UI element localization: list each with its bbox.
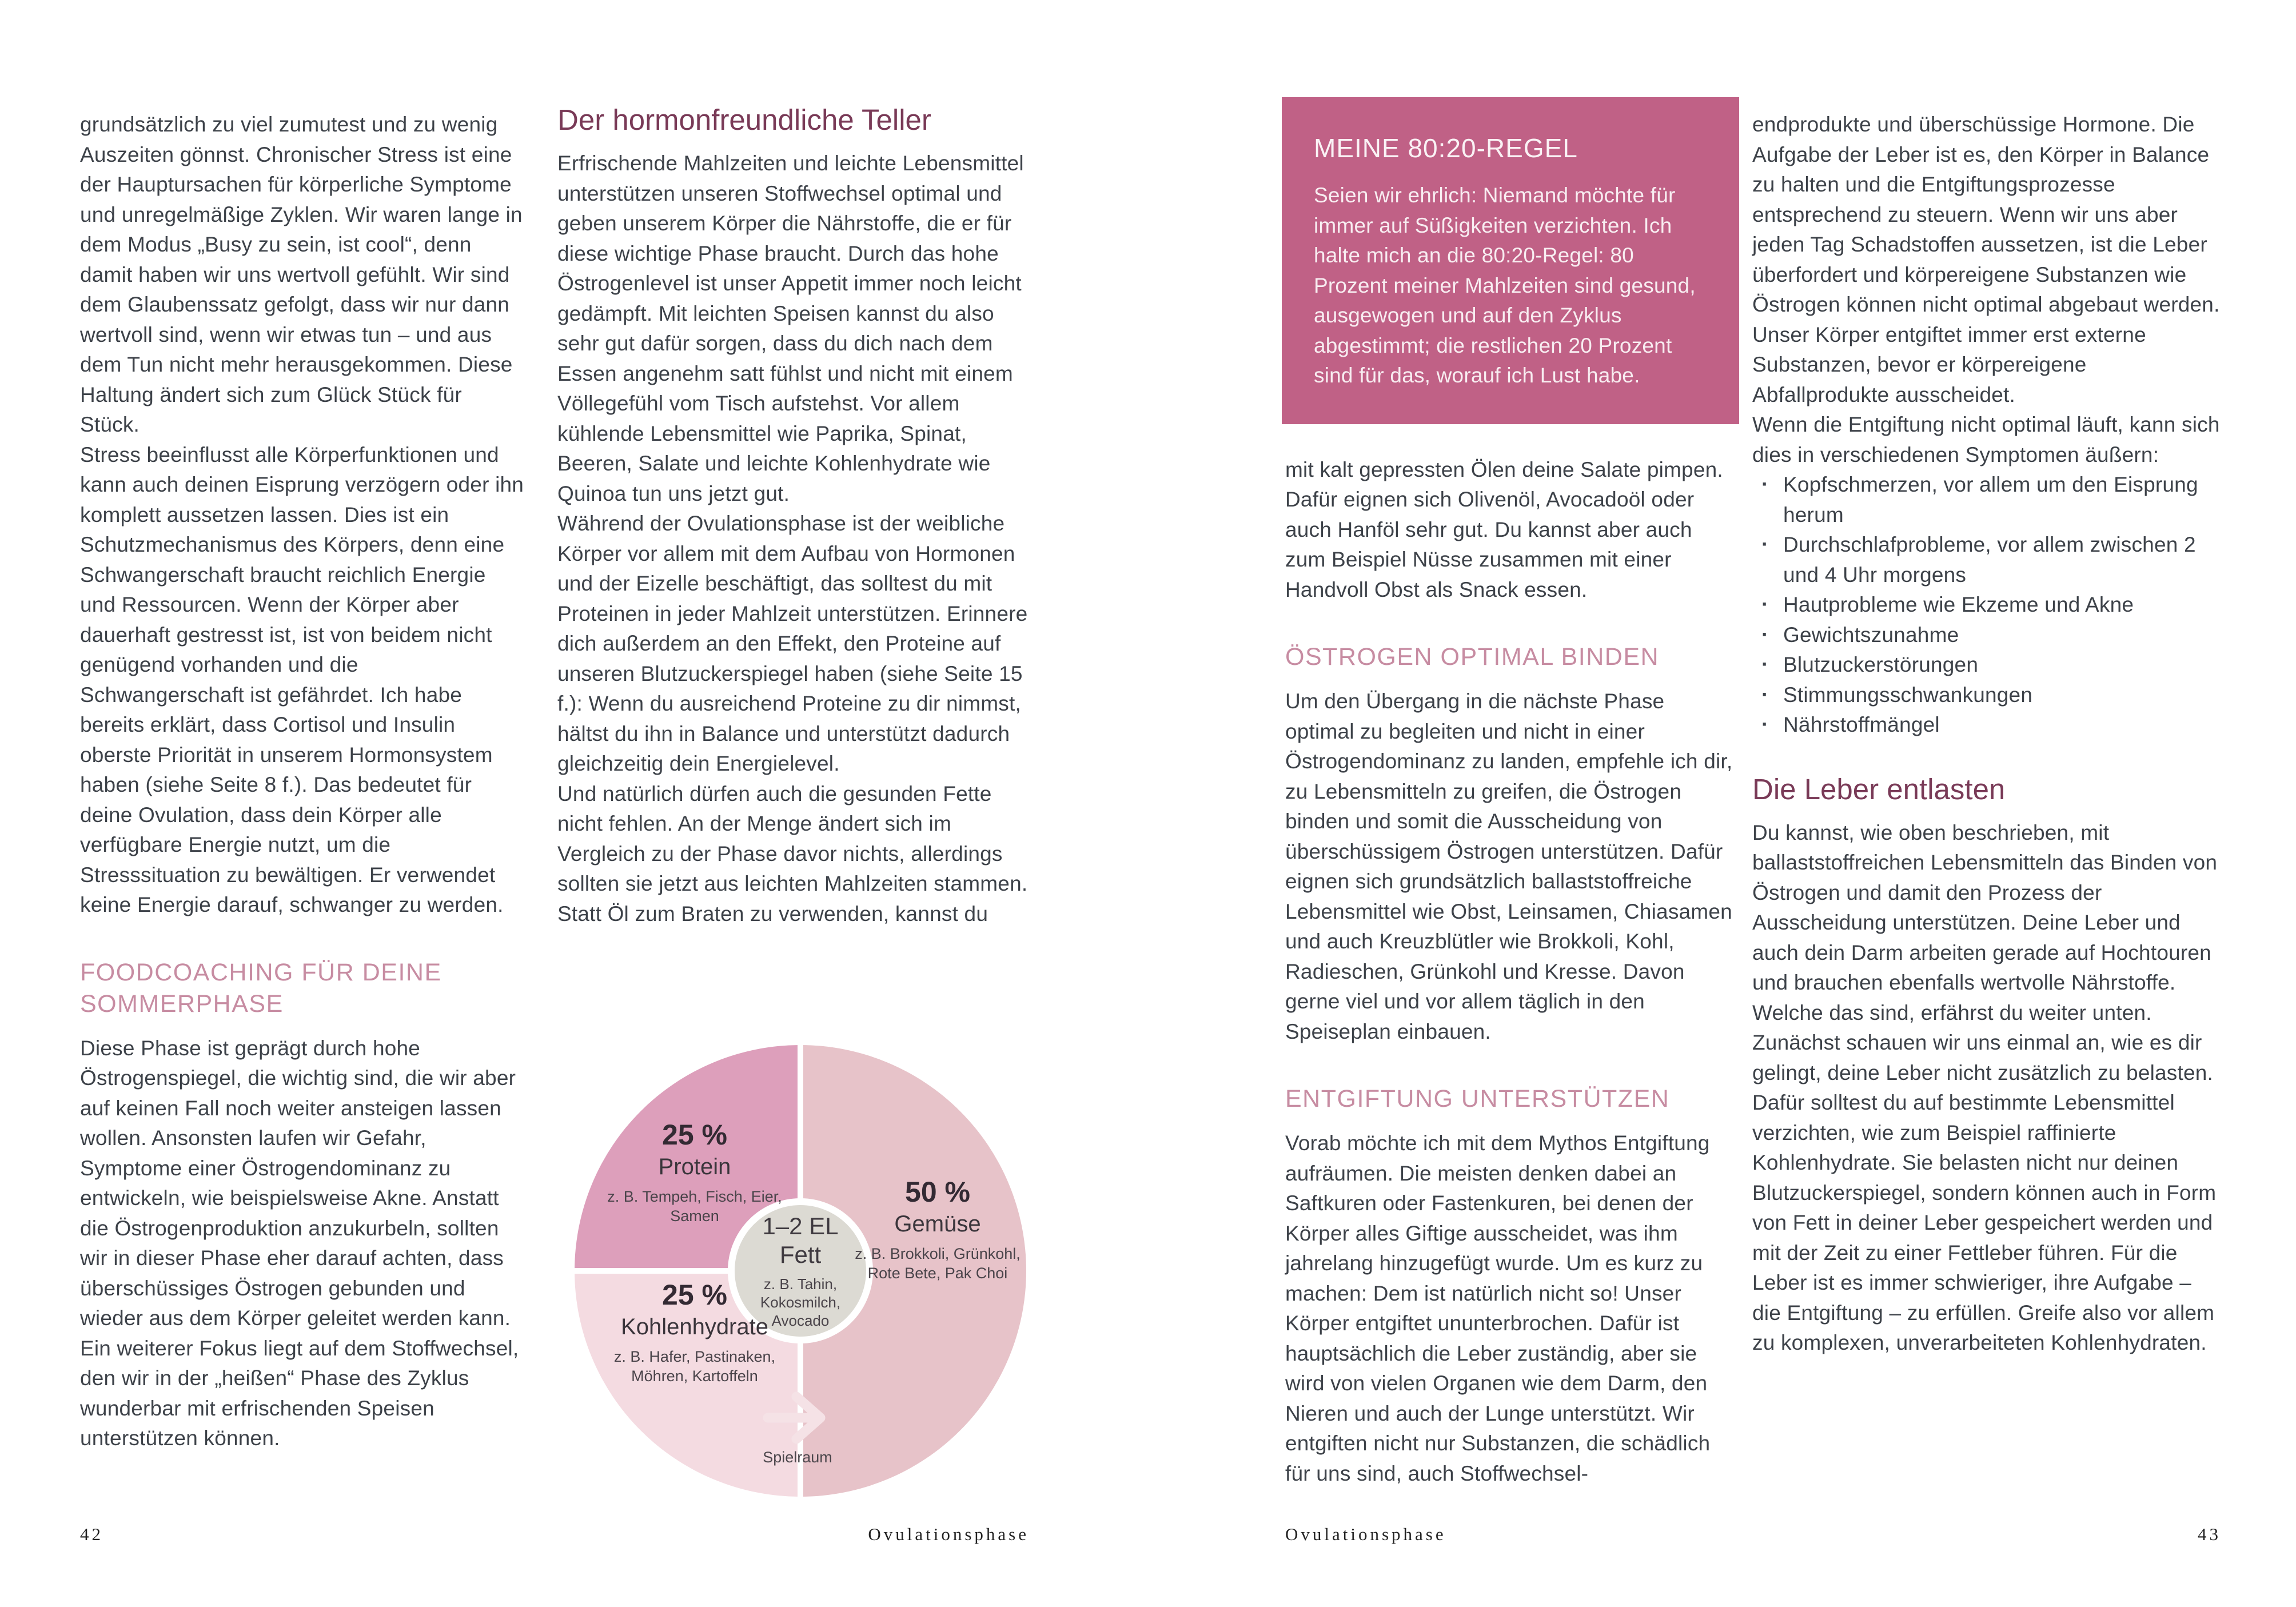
pie-kohlenhydrate-name: Kohlenhydrate <box>621 1314 768 1339</box>
section-heading-leber: Die Leber entlasten <box>1752 772 2006 806</box>
running-title-left: Ovulationsphase <box>868 1524 1029 1544</box>
body-paragraph: Erfrischende Mahlzeiten und leichte Lebensmittel unterstützen unseren Stoffwechsel optimal und geben unserem Körper die Nährstoffe, die er für diese wichtige Phase braucht. Durch das hohe Östrogenlevel ist unser Appetit immer noch leicht gedämpft. Mit leichten Speisen kannst du also sehr gut dafür sorgen, dass du dich nach dem Essen angenehm satt fühlst und nicht mit einem Völlegefühl vom Tisch aufstehst. Vor allem kühlende Lebensmittel wie Paprika, Spinat, Beeren, Salate und leichte Kohlenhydrate wie Quinoa tun uns jetzt gut. <box>557 151 1024 505</box>
page42-column2 <box>557 103 1029 929</box>
infobox-title: MEINE 80:20-REGEL <box>1314 133 1578 163</box>
pie-protein-percent: 25 % <box>662 1119 727 1151</box>
body-paragraph: mit kalt gepressten Ölen deine Salate pimpen. Dafür eignen sich Olivenöl, Avocadoöl oder auch Hanföl sehr gut. Du kannst aber auch zum Beispiel Nüsse zusammen mit einer Handvoll Obst als Snack essen. <box>1285 457 1723 601</box>
section-subheading-entgiftung: ENTGIFTUNG UNTERSTÜTZEN <box>1285 1085 1670 1112</box>
page42-column1 <box>80 110 526 1454</box>
body-paragraph: Und natürlich dürfen auch die gesunden Fette nicht fehlen. An der Menge ändert sich im Vergleich zu der Phase davor nichts, allerdings sollten sie jetzt aus leichten Mahlzeiten stammen. Statt Öl zum Braten zu verwenden, kannst du <box>557 781 1028 926</box>
body-paragraph: Stress beeinflusst alle Körperfunktionen und kann auch deinen Eisprung verzögern oder ihn komplett aussetzen lassen. Dies ist ein Schutzmechanismus des Körpers, denn eine Schwangerschaft braucht reichlich Energie und Ressourcen. Wenn der Körper aber dauerhaft gestresst ist, ist von beidem nicht genügend vorhanden und die Schwangerschaft ist gefährdet. Ich habe bereits erklärt, dass Cortisol und Insulin oberste Priorität in unserem Hormonsystem haben (siehe Seite 8 f.). Das bedeutet für deine Ovulation, dass dein Körper alle verfügbare Energie nutzt, um die Stresssituation zu bewältigen. Er verwendet keine Energie darauf, schwanger zu werden. <box>80 442 524 916</box>
page-number-left: 42 <box>80 1524 103 1544</box>
list-item: · Kopfschmerzen, vor allem um den Eisprung herum <box>1752 470 2221 530</box>
running-title-right: Ovulationsphase <box>1285 1524 1446 1544</box>
section-subheading-oestrogen: ÖSTROGEN OPTIMAL BINDEN <box>1285 643 1660 671</box>
body-paragraph: Vorab möchte ich mit dem Mythos Entgiftung aufräumen. Die meisten denken dabei an Saftkuren oder Fastenkuren, bei denen der Körper alles Giftige ausscheidet, was ihm jahrelang hinzugefügt wurde. Um es kurz zu machen: Dem ist natürlich nicht so! Unser Körper entgiftet ununterbrochen. Dafür ist hauptsächlich die Leber zuständig, aber sie wird von vielen Organen wie dem Darm, den Nieren und auch der Lunge unterstützt. Wir entgiften nicht nur Substanzen, die schädlich für uns sind, auch Stoffwechsel- <box>1285 1131 1711 1485</box>
pie-center-amount: 1–2 EL <box>762 1213 839 1239</box>
list-item: · Hautprobleme wie Ekzeme und Akne <box>1752 590 2221 620</box>
body-paragraph: Diese Phase ist geprägt durch hohe Östrogenspiegel, die wichtig sind, die wir aber auf keinen Fall noch weiter ansteigen lassen wollen. Ansonsten laufen wir Gefahr, Symptome einer Östrogendominanz zu entwickeln, wie beispielsweise Akne. Anstatt die Östrogenproduktion anzukurbeln, sollten wir in dieser Phase eher darauf achten, dass überschüssiges Östrogen gebunden und wieder aus dem Körper geleitet werden kann. Ein weiterer Fokus liegt auf dem Stoffwechsel, den wir in der „heißen“ Phase des Zyklus wunderbar mit erfrischenden Speisen unterstützen können. <box>80 1036 519 1450</box>
pie-kohlenhydrate-examples: z. B. Hafer, Pastinaken, Möhren, Kartoffeln <box>613 1348 776 1385</box>
pie-gemuese-name: Gemüse <box>894 1211 981 1237</box>
rule-80-20-infobox <box>1282 97 1739 424</box>
pie-protein-examples: z. B. Tempeh, Fisch, Eier, Samen <box>607 1188 782 1225</box>
page43-column1 <box>1285 97 1737 1489</box>
pie-center-name: Fett <box>779 1241 822 1268</box>
infobox-body: Seien wir ehrlich: Niemand möchte für immer auf Süßigkeiten verzichten. Ich halte mich an die 80:20-Regel: 80 Prozent meiner Mahlzeiten sind gesund, ausgewogen und auf den Zyklus abgestimmt; die restlichen 20 Prozent sind für das, worauf ich Lust habe. <box>1314 184 1696 387</box>
body-paragraph: Wenn die Entgiftung nicht optimal läuft, kann sich dies in verschiedenen Symptomen äußern: <box>1752 413 2220 466</box>
body-paragraph: grundsätzlich zu viel zumutest und zu wenig Auszeiten gönnst. Chronischer Stress ist eine der Hauptursachen für körperliche Symptome und unregelmäßige Zyklen. Wir waren lange in dem Modus „Busy zu sein, ist cool“, denn damit haben wir uns wertvoll gefühlt. Wir sind dem Glaubenssatz gefolgt, dass wir nur dann wertvoll sind, wenn wir etwas tun – und aus dem Tun nicht mehr herausgekommen. Diese Haltung ändert sich zum Glück Stück für Stück. <box>80 113 523 436</box>
list-item: · Blutzuckerstörungen <box>1752 650 2221 680</box>
pie-gemuese-examples: z. B. Brokkoli, Grünkohl, Rote Bete, Pak Choi <box>855 1245 1021 1282</box>
pie-kohlenhydrate-percent: 25 % <box>662 1279 727 1311</box>
symptom-list <box>1752 470 2221 740</box>
list-item: · Durchschlafprobleme, vor allem zwischen 2 und 4 Uhr morgens <box>1752 530 2221 590</box>
nutrition-pie-chart <box>575 1045 1026 1497</box>
section-subheading-foodcoaching: FOODCOACHING FÜR DEINE SOMMERPHASE <box>80 958 442 1018</box>
pie-gemuese-percent: 50 % <box>905 1176 970 1208</box>
body-paragraph: endprodukte und überschüssige Hormone. Die Aufgabe der Leber ist es, den Körper in Balance zu halten und die Entgiftungsprozesse entsprechend zu steuern. Wenn wir uns aber jeden Tag Schadstoffen aussetzen, ist die Leber überfordert und körpereigene Substanzen wie Östrogen können nicht optimal abgebaut werden. Unser Körper entgiftet immer erst externe Substanzen, bevor er körpereigene Abfallprodukte ausscheidet. <box>1752 113 2220 406</box>
list-item: · Stimmungsschwankungen <box>1752 680 2221 711</box>
body-paragraph: Um den Übergang in die nächste Phase optimal zu begleiten und nicht in einer Östrogendominanz zu landen, empfehle ich dir, zu Lebensmitteln zu greifen, die Östrogen binden und somit die Ausscheidung von überschüssigem Östrogen unterstützen. Dafür eignen sich grundsätzlich ballaststoffreiche Lebensmittel wie Obst, Leinsamen, Chiasamen und auch Kreuzblütler wie Brokkoli, Kohl, Radieschen, Grünkohl und Kresse. Davon gerne viel und vor allem täglich in den Speiseplan einbauen. <box>1285 689 1733 1043</box>
page-number-right: 43 <box>2198 1524 2221 1544</box>
page43-column2 <box>1752 110 2221 1358</box>
pie-center-examples: z. B. Tahin, Kokosmilch, Avocado <box>760 1275 841 1329</box>
body-paragraph: Du kannst, wie oben beschrieben, mit ballaststoffreichen Lebensmitteln das Binden von Östrogen und damit den Prozess der Ausscheidung unterstützen. Deine Leber und auch dein Darm arbeiten gerade auf Hochtouren und brauchen ebenfalls wertvolle Nährstoffe. Welche das sind, erfährst du weiter unten. Zunächst schauen wir uns einmal an, wie es dir gelingt, deine Leber nicht zusätzlich zu belasten. Dafür solltest du auf bestimmte Lebensmittel verzichten, wie zum Beispiel raffinierte Kohlenhydrate. Sie belasten nicht nur deinen Blutzuckerspiegel, sondern können auch in Form von Fett in deiner Leber gespeichert werden und mit der Zeit zu einer Fettleber führen. Für die Leber ist es immer schwieriger, ihre Aufgabe – die Entgiftung – zu erfüllen. Greife also vor allem zu komplexen, unverarbeiteten Kohlenhydraten. <box>1752 820 2218 1354</box>
spielraum-label: Spielraum <box>763 1449 832 1466</box>
body-paragraph: Während der Ovulationsphase ist der weibliche Körper vor allem mit dem Aufbau von Hormonen und der Eizelle beschäftigt, das solltest du mit Proteinen in jeder Mahlzeit unterstützen. Erinnere dich außerdem an den Effekt, den Proteine auf unseren Blutzuckerspiegel haben (siehe Seite 15 f.): Wenn du ausreichend Proteine zu dir nimmst, hältst du ihn in Balance und unterstützt dadurch gleichzeitig dein Energielevel. <box>557 512 1028 775</box>
pie-label-gemuese <box>843 1175 1032 1283</box>
pie-center-label <box>730 1212 871 1330</box>
list-item: · Gewichtszunahme <box>1752 620 2221 651</box>
list-item: · Nährstoffmängel <box>1752 710 2221 740</box>
pie-protein-name: Protein <box>658 1154 731 1179</box>
section-heading-teller: Der hormonfreundliche Teller <box>557 103 931 136</box>
pie-label-protein <box>595 1118 795 1226</box>
